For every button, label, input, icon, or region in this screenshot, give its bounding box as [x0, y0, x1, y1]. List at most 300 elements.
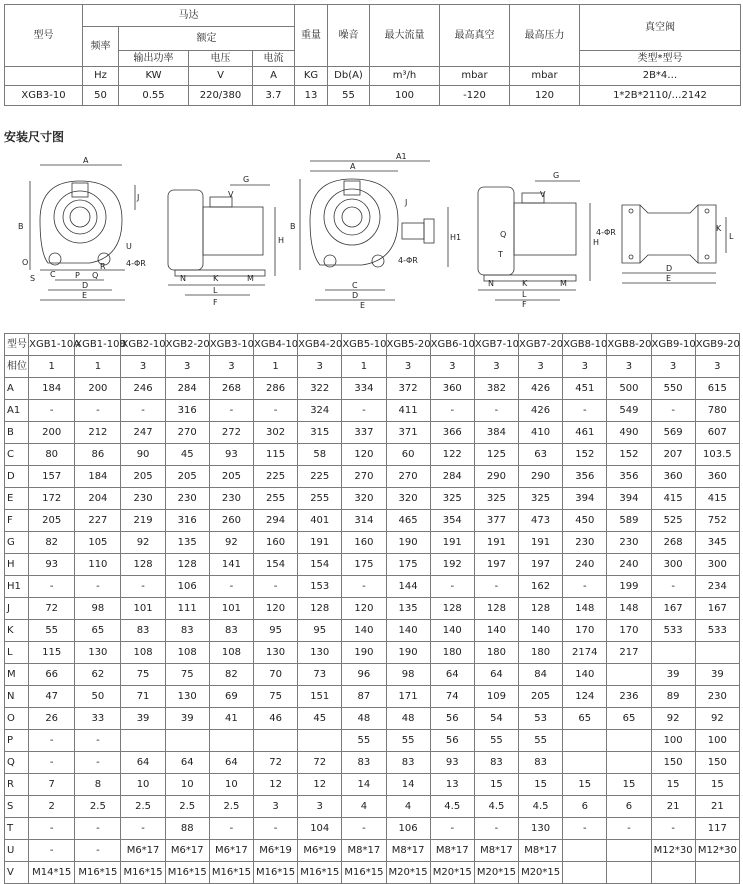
- dimension-cell: 473: [519, 510, 563, 532]
- dimension-cell: 200: [75, 378, 121, 400]
- dimension-cell: 10: [209, 774, 253, 796]
- label-J-2: J: [405, 198, 408, 207]
- dimension-cell: 4.5: [519, 796, 563, 818]
- table-row: [5, 620, 740, 642]
- dimension-cell: 130: [519, 818, 563, 840]
- label-H-2: H: [593, 238, 600, 247]
- dimension-cell: 394: [563, 488, 607, 510]
- spec-cell: 100: [370, 86, 440, 106]
- row-label: D: [5, 466, 29, 488]
- spec-cell: 120: [510, 86, 580, 106]
- dimension-cell: -: [342, 400, 386, 422]
- model-column-header: XGB3-10: [209, 334, 253, 356]
- dimension-cell: 212: [75, 422, 121, 444]
- dimension-cell: 314: [342, 510, 386, 532]
- dimension-cell: 230: [165, 488, 209, 510]
- unit-cell: Hz: [83, 67, 119, 86]
- dimension-cell: 39: [165, 708, 209, 730]
- dimension-cell: 72: [298, 752, 342, 774]
- dimension-cell: 58: [298, 444, 342, 466]
- dimension-cell: 2.5: [165, 796, 209, 818]
- dimension-cell: 354: [430, 510, 474, 532]
- dimension-cell: 108: [121, 642, 165, 664]
- dimension-cell: 108: [165, 642, 209, 664]
- dimension-cell: M16*15: [121, 862, 165, 884]
- model-column-header: XGB7-10: [474, 334, 518, 356]
- unit-cell: m³/h: [370, 67, 440, 86]
- col-freq-header: 频率: [83, 27, 119, 67]
- dimension-cell: [253, 730, 297, 752]
- dimension-cell: -: [75, 400, 121, 422]
- dimension-cell: 3: [121, 356, 165, 378]
- dimension-cell: 89: [651, 686, 695, 708]
- dimension-cell: 199: [607, 576, 651, 598]
- dimension-cell: 337: [342, 422, 386, 444]
- dimension-cell: -: [253, 400, 297, 422]
- dimension-cell: 230: [695, 686, 739, 708]
- dimension-cell: 120: [342, 444, 386, 466]
- dimension-cell: M12*30: [651, 840, 695, 862]
- table-row: [5, 862, 740, 884]
- dimension-cell: 197: [519, 554, 563, 576]
- dimension-cell: 290: [474, 466, 518, 488]
- row-label: T: [5, 818, 29, 840]
- dimension-cell: M16*15: [342, 862, 386, 884]
- label-C: C: [50, 270, 56, 279]
- dimension-cell: [121, 730, 165, 752]
- dimension-cell: 39: [121, 708, 165, 730]
- dimension-cell: -: [75, 730, 121, 752]
- model-column-header: XGB4-10: [253, 334, 297, 356]
- dimension-cell: 14: [386, 774, 430, 796]
- dimension-cell: 109: [474, 686, 518, 708]
- model-column-header: XGB8-20: [607, 334, 651, 356]
- dimension-cell: -: [75, 752, 121, 774]
- model-column-header: XGB5-10: [342, 334, 386, 356]
- dimension-cell: 100: [651, 730, 695, 752]
- label-phiR-2: 4-ΦR: [398, 256, 418, 265]
- spec-cell: 50: [83, 86, 119, 106]
- row-label: P: [5, 730, 29, 752]
- dimension-cell: 60: [386, 444, 430, 466]
- dimension-cell: 320: [386, 488, 430, 510]
- dimension-cell: 55: [386, 730, 430, 752]
- dimension-cell: 302: [253, 422, 297, 444]
- dimension-cell: [607, 752, 651, 774]
- label-R: R: [100, 262, 106, 271]
- dimension-cell: 128: [298, 598, 342, 620]
- dimension-cell: 10: [121, 774, 165, 796]
- dimension-cell: -: [430, 400, 474, 422]
- table-row: [5, 686, 740, 708]
- table-row: [5, 510, 740, 532]
- dimension-cell: 117: [695, 818, 739, 840]
- dimension-cell: 93: [209, 444, 253, 466]
- dimension-cell: 72: [253, 752, 297, 774]
- dimension-cell: 100: [695, 730, 739, 752]
- dimension-cell: M8*17: [342, 840, 386, 862]
- dimension-cell: 104: [298, 818, 342, 840]
- dimension-cell: 589: [607, 510, 651, 532]
- dimension-cell: 86: [75, 444, 121, 466]
- dimension-cell: 71: [121, 686, 165, 708]
- row-label: F: [5, 510, 29, 532]
- table-row: [5, 598, 740, 620]
- table-row: [5, 400, 740, 422]
- dimension-cell: 21: [651, 796, 695, 818]
- dimension-cell: 83: [165, 620, 209, 642]
- dimension-cell: 356: [607, 466, 651, 488]
- table-row: [5, 554, 740, 576]
- unit-cell: A: [253, 67, 295, 86]
- dimension-cell: 372: [386, 378, 430, 400]
- table-row: [5, 356, 740, 378]
- dimension-cell: 83: [121, 620, 165, 642]
- dimension-cell: 184: [29, 378, 75, 400]
- dimension-cell: 92: [651, 708, 695, 730]
- dimension-cell: 160: [342, 532, 386, 554]
- dimension-cell: -: [563, 818, 607, 840]
- dimension-cell: 2174: [563, 642, 607, 664]
- dimension-cell: 316: [165, 400, 209, 422]
- dimension-cell: 172: [29, 488, 75, 510]
- dimension-cell: 284: [430, 466, 474, 488]
- dimension-cell: 426: [519, 400, 563, 422]
- row-label: V: [5, 862, 29, 884]
- col-noise-header: 噪音: [328, 5, 370, 67]
- dimension-cell: -: [651, 400, 695, 422]
- dimension-cell: 12: [253, 774, 297, 796]
- dimension-cell: 15: [519, 774, 563, 796]
- dimension-cell: 394: [607, 488, 651, 510]
- dimension-cell: 162: [519, 576, 563, 598]
- col-current-header: 电流: [253, 51, 295, 67]
- dimension-cell: 124: [563, 686, 607, 708]
- dimension-cell: [563, 862, 607, 884]
- dimension-cell: 56: [430, 708, 474, 730]
- dimension-cell: 64: [165, 752, 209, 774]
- dimension-cell: -: [342, 818, 386, 840]
- dimension-cell: 148: [607, 598, 651, 620]
- dimension-cell: 115: [29, 642, 75, 664]
- dimension-cell: [209, 730, 253, 752]
- dimension-cell: 272: [209, 422, 253, 444]
- unit-cell: KG: [295, 67, 328, 86]
- dimension-cell: 75: [165, 664, 209, 686]
- dimension-cell: 41: [209, 708, 253, 730]
- dimension-cell: 83: [209, 620, 253, 642]
- dimension-cell: 110: [75, 554, 121, 576]
- dimension-cell: 268: [209, 378, 253, 400]
- dimension-cell: 205: [121, 466, 165, 488]
- dimension-cell: 752: [695, 510, 739, 532]
- dimension-cell: 101: [121, 598, 165, 620]
- dimension-cell: 175: [386, 554, 430, 576]
- dimension-cell: 320: [342, 488, 386, 510]
- dimension-cell: 128: [430, 598, 474, 620]
- label-D-3: D: [666, 264, 673, 273]
- dimension-cell: 88: [165, 818, 209, 840]
- dimension-cell: 106: [386, 818, 430, 840]
- dimension-cell: 128: [519, 598, 563, 620]
- unit-cell: mbar: [510, 67, 580, 86]
- installation-drawings: [0, 145, 743, 330]
- spec-cell: 13: [295, 86, 328, 106]
- dimension-cell: 270: [342, 466, 386, 488]
- model-column-header: XGB1-10B: [75, 334, 121, 356]
- dimension-cell: 240: [607, 554, 651, 576]
- dimension-cell: 148: [563, 598, 607, 620]
- dimension-cell: 21: [695, 796, 739, 818]
- dimension-cell: 64: [474, 664, 518, 686]
- dimension-cell: 2.5: [209, 796, 253, 818]
- dimension-cell: [563, 730, 607, 752]
- dimension-cell: 153: [298, 576, 342, 598]
- dimension-cell: 13: [430, 774, 474, 796]
- label-T: T: [498, 250, 503, 259]
- dimension-cell: -: [75, 576, 121, 598]
- dimension-cell: 2: [29, 796, 75, 818]
- dimension-cell: -: [474, 576, 518, 598]
- dimension-cell: 130: [165, 686, 209, 708]
- dimension-cell: [298, 730, 342, 752]
- dimension-cell: 3: [298, 356, 342, 378]
- row-label: A1: [5, 400, 29, 422]
- dimension-cell: 152: [563, 444, 607, 466]
- dimension-cell: 12: [298, 774, 342, 796]
- dimension-cell: 103.5: [695, 444, 739, 466]
- dimension-cell: 300: [695, 554, 739, 576]
- label-A1: A1: [396, 152, 407, 161]
- dimension-cell: 270: [386, 466, 430, 488]
- label-E-3: E: [666, 274, 672, 283]
- label-B-2: B: [290, 222, 296, 231]
- col-power-header: 输出功率: [119, 51, 189, 67]
- dimension-cell: 227: [75, 510, 121, 532]
- label-L: L: [213, 286, 218, 295]
- spec-cell: 1*2B*2110/…2142: [580, 86, 741, 106]
- table-row: [5, 774, 740, 796]
- dimension-cell: 98: [386, 664, 430, 686]
- dimension-cell: 3: [165, 356, 209, 378]
- dimension-cell: 192: [430, 554, 474, 576]
- dimension-cell: 47: [29, 686, 75, 708]
- dimension-cell: 128: [121, 554, 165, 576]
- dimension-cell: 270: [165, 422, 209, 444]
- dimension-cell: 410: [519, 422, 563, 444]
- table-row: [5, 664, 740, 686]
- dimension-cell: 360: [430, 378, 474, 400]
- label-D-2: D: [352, 291, 359, 300]
- dimension-cell: M12*30: [695, 840, 739, 862]
- label-H: H: [278, 236, 285, 245]
- dimension-cell: 75: [121, 664, 165, 686]
- col-valve-subheader: 类型*型号: [580, 51, 741, 67]
- row-label: U: [5, 840, 29, 862]
- dimension-cell: 255: [253, 488, 297, 510]
- dimension-cell: 154: [298, 554, 342, 576]
- row-label: S: [5, 796, 29, 818]
- dimension-cell: [695, 862, 739, 884]
- dimension-cell: 533: [695, 620, 739, 642]
- dimension-cell: 3: [651, 356, 695, 378]
- dimension-cell: 230: [121, 488, 165, 510]
- side-view-drawing-4: [478, 181, 590, 300]
- dimension-cell: 14: [342, 774, 386, 796]
- dimension-cell: [607, 730, 651, 752]
- dimension-cell: M6*17: [209, 840, 253, 862]
- row-label: H1: [5, 576, 29, 598]
- dimension-cell: 15: [695, 774, 739, 796]
- dimension-cell: 48: [342, 708, 386, 730]
- dimension-cell: 4.5: [474, 796, 518, 818]
- dimension-cell: -: [342, 576, 386, 598]
- dimension-cell: 200: [29, 422, 75, 444]
- dimension-cell: 171: [386, 686, 430, 708]
- dimension-cell: 204: [75, 488, 121, 510]
- dimension-cell: 93: [29, 554, 75, 576]
- dimension-cell: 50: [75, 686, 121, 708]
- dimension-cell: 240: [563, 554, 607, 576]
- dimension-cell: 87: [342, 686, 386, 708]
- dimension-cell: 92: [209, 532, 253, 554]
- dimension-cell: M20*15: [386, 862, 430, 884]
- dimension-cell: 569: [651, 422, 695, 444]
- dimension-cell: 465: [386, 510, 430, 532]
- dimension-cell: 83: [386, 752, 430, 774]
- dimension-cell: 1: [253, 356, 297, 378]
- dimension-cell: M20*15: [519, 862, 563, 884]
- dimension-cell: 15: [651, 774, 695, 796]
- dimension-cell: -: [29, 576, 75, 598]
- dimension-cell: 108: [209, 642, 253, 664]
- dimension-cell: 56: [430, 730, 474, 752]
- dimension-cell: M6*19: [298, 840, 342, 862]
- dimension-cell: 205: [209, 466, 253, 488]
- label-Q: Q: [92, 271, 99, 280]
- dimension-cell: 141: [209, 554, 253, 576]
- dimension-cell: 197: [474, 554, 518, 576]
- dimension-cell: 8: [75, 774, 121, 796]
- dims-header-label: 型号: [5, 334, 29, 356]
- dimension-cell: 191: [298, 532, 342, 554]
- col-model-header: 型号: [5, 5, 83, 67]
- dimension-cell: 46: [253, 708, 297, 730]
- dimension-cell: 80: [29, 444, 75, 466]
- dimension-cell: 15: [607, 774, 651, 796]
- label-B: B: [18, 222, 24, 231]
- dimension-cell: 180: [430, 642, 474, 664]
- label-A: A: [83, 156, 89, 165]
- label-E: E: [82, 291, 88, 300]
- dimension-cell: 135: [165, 532, 209, 554]
- label-G: G: [243, 175, 250, 184]
- dimension-cell: 39: [651, 664, 695, 686]
- model-column-header: XGB8-10: [563, 334, 607, 356]
- label-J: J: [137, 193, 140, 202]
- table-row: [5, 444, 740, 466]
- dimension-cell: 93: [430, 752, 474, 774]
- dimension-cell: 1: [342, 356, 386, 378]
- dimension-cell: 525: [651, 510, 695, 532]
- dimension-cell: 48: [386, 708, 430, 730]
- label-N-2: N: [488, 279, 494, 288]
- dimension-cell: -: [253, 818, 297, 840]
- dimension-cell: 230: [209, 488, 253, 510]
- model-column-header: XGB9-10: [651, 334, 695, 356]
- dimension-cell: 3: [519, 356, 563, 378]
- dimension-cell: 324: [298, 400, 342, 422]
- dimension-cell: 111: [165, 598, 209, 620]
- label-M-2: M: [560, 279, 567, 288]
- dimension-cell: 150: [651, 752, 695, 774]
- dimension-cell: 10: [165, 774, 209, 796]
- label-N: N: [180, 274, 186, 283]
- dimension-cell: M6*19: [253, 840, 297, 862]
- dimension-cell: 130: [253, 642, 297, 664]
- dimension-cell: 286: [253, 378, 297, 400]
- dimension-cell: 167: [651, 598, 695, 620]
- table-row: [5, 796, 740, 818]
- dimension-cell: 6: [563, 796, 607, 818]
- row-label: N: [5, 686, 29, 708]
- dimension-cell: [563, 840, 607, 862]
- section-title: 安装尺寸图: [4, 130, 65, 144]
- dimension-cell: 96: [342, 664, 386, 686]
- dimension-cell: 55: [474, 730, 518, 752]
- row-label: 相位: [5, 356, 29, 378]
- dimension-cell: 170: [563, 620, 607, 642]
- dimension-cell: -: [474, 818, 518, 840]
- dimension-cell: 82: [209, 664, 253, 686]
- dimension-cell: 167: [695, 598, 739, 620]
- dimension-cell: 450: [563, 510, 607, 532]
- dimension-cell: -: [75, 840, 121, 862]
- label-V: V: [228, 190, 234, 199]
- label-phiR: 4-ΦR: [126, 259, 146, 268]
- dimension-cell: M8*17: [474, 840, 518, 862]
- dimension-cell: -: [121, 400, 165, 422]
- row-label: L: [5, 642, 29, 664]
- dimension-cell: 125: [474, 444, 518, 466]
- dimension-cell: 550: [651, 378, 695, 400]
- dimension-cell: 345: [695, 532, 739, 554]
- dimension-cell: -: [430, 818, 474, 840]
- dimension-cell: 83: [519, 752, 563, 774]
- dimension-cell: 325: [430, 488, 474, 510]
- dimension-cell: 144: [386, 576, 430, 598]
- label-M: M: [247, 274, 254, 283]
- dimension-cell: 426: [519, 378, 563, 400]
- dimension-cell: M16*15: [253, 862, 297, 884]
- dimension-cell: 122: [430, 444, 474, 466]
- dimension-cell: 154: [253, 554, 297, 576]
- label-phiR-3: 4-ΦR: [596, 228, 616, 237]
- dimension-cell: 73: [298, 664, 342, 686]
- dimension-cell: M6*17: [121, 840, 165, 862]
- col-weight-header: 重量: [295, 5, 328, 67]
- dimension-cell: 377: [474, 510, 518, 532]
- row-label: A: [5, 378, 29, 400]
- dimension-cell: 411: [386, 400, 430, 422]
- dimension-cell: [607, 664, 651, 686]
- dimension-cell: 64: [430, 664, 474, 686]
- dimension-cell: 95: [298, 620, 342, 642]
- dimension-cell: 75: [253, 686, 297, 708]
- dimension-cell: -: [253, 576, 297, 598]
- unit-cell: [5, 67, 83, 86]
- label-K: K: [213, 274, 219, 283]
